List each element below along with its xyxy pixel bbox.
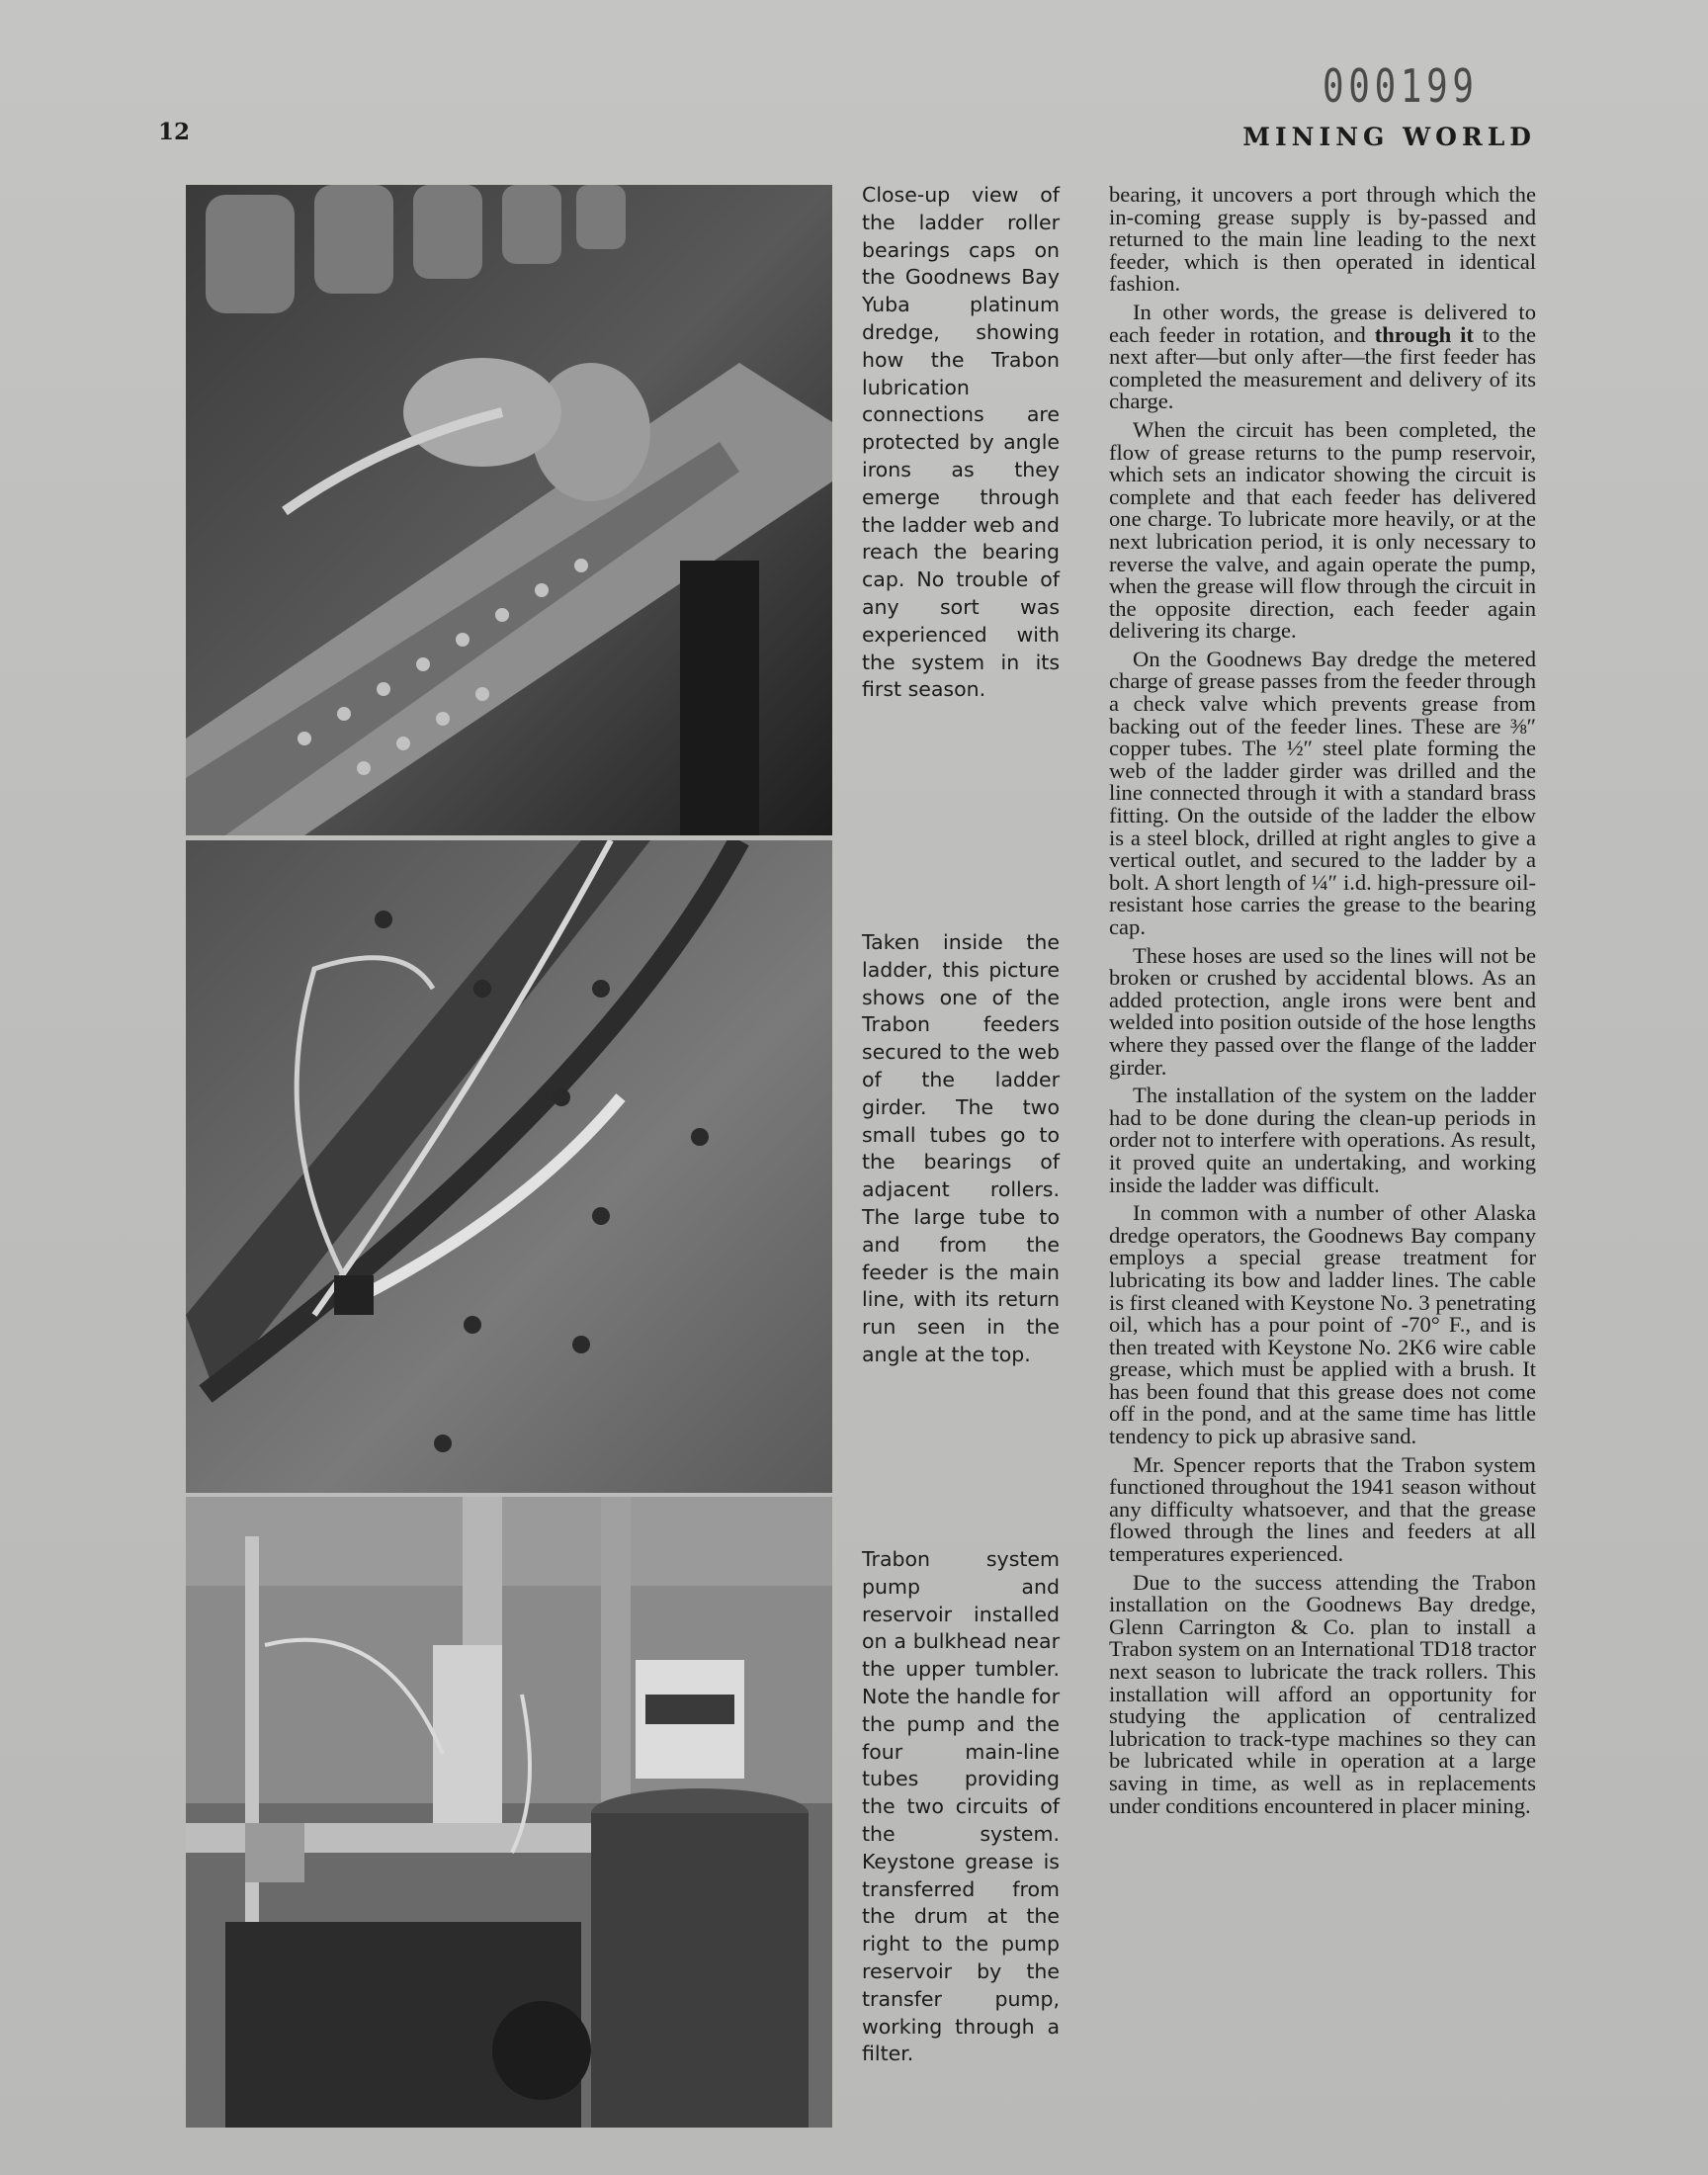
- article-paragraph: These hoses are used so the lines will not be broken or crushed by accidental blows. As an added protection, angle irons were bent and welded into position outside of the hose lengths where they passed over the flange of the ladder girder.: [1109, 942, 1536, 1080]
- photo-ladder-roller-bearings-image: [186, 185, 832, 835]
- article-text: In other words, the grease is delivered to each feeder in rotation, and: [1109, 299, 1536, 347]
- running-head: MINING WORLD: [1242, 123, 1536, 151]
- archive-stamp-number: 000199: [1323, 59, 1479, 113]
- article-text: to the next after—but only after—the first feeder has completed the measurement and delivery of its charge.: [1109, 321, 1536, 414]
- article-body: [1109, 184, 1536, 1823]
- photo-trabon-pump-image: [186, 1497, 832, 2128]
- article-paragraph: [1109, 299, 1536, 414]
- article-paragraph: On the Goodnews Bay dredge the metered charge of grease passes from the feeder through a check valve which prevents grease from backing out of the feeder lines. These are ⅜″ copper tubes. The ½″ steel plate forming the web of the ladder girder was drilled and the line connected through it with a standard brass fitting. On the outside of the ladder the elbow is a steel block, drilled at right angles to give a vertical outlet, and secured to the ladder by a bolt. A short length of ¼″ i.d. high-pressure oil-resistant hose carries the grease to the bearing cap.: [1109, 646, 1536, 939]
- article-paragraph: In common with a number of other Alaska dredge operators, the Goodnews Bay company employs a special grease treatment for lubricating its bow and ladder lines. The cable is first cleaned with Keystone No. 3 penetrating oil, which has a pour point of -70° F., and is then treated with Keystone No. 2K6 wire cable grease, which must be applied with a brush. It has been found that this grease does not come off in the pond, and at the same time has little tendency to pick up abrasive sand.: [1109, 1200, 1536, 1449]
- article-paragraph: When the circuit has been completed, the flow of grease returns to the pump reservoir, which sets an indicator showing the circuit is complete and that each feeder has delivered one charge. To lubricate more heavily, or at the next lubrication period, it is only necessary to reverse the valve, and again operate the pump, when the grease will flow through the circuit in the opposite direction, each feeder again delivering its charge.: [1109, 416, 1536, 644]
- photo-caption-2: Taken inside the ladder, this picture shows one of the Trabon feeders secured to the web of the ladder girder. The two small tubes go to the bearings of adjacent rollers. The large tube to and from the feeder is the main line, with its return run seen in the angle at the top.: [862, 930, 1060, 1366]
- article-paragraph: Mr. Spencer reports that the Trabon system functioned throughout the 1941 season without any difficulty whatsoever, and that the grease flowed through the lines and feeders at all temperatures experienced.: [1109, 1451, 1536, 1567]
- article-paragraph: The installation of the system on the ladder had to be done during the clean-up periods in order not to interfere with operations. As result, it proved quite an undertaking, and working inside the ladder was difficult.: [1109, 1083, 1536, 1197]
- page-number: 12: [158, 119, 191, 145]
- photo-trabon-pump-reservoir: [186, 1497, 832, 2128]
- article-emphasis: through it: [1374, 321, 1474, 347]
- photo-caption-1: Close-up view of the ladder roller bearings caps on the Goodnews Bay Yuba platinum dredge, showing how the Trabon lubrication connections are protected by angle irons as they emerge through the ladder web and reach the bearing cap. No trouble of any sort was experienced with the system in its first season.: [862, 183, 1060, 702]
- photo-trabon-feeder-inside-ladder: [186, 840, 832, 1493]
- photo-trabon-feeder-image: [186, 840, 832, 1493]
- article-paragraph: bearing, it uncovers a port through which the in-coming grease supply is by-passed and returned to the main line leading to the next feeder, which is then operated in identical fashion.: [1109, 182, 1536, 297]
- photo-caption-3: Trabon system pump and reservoir installed on a bulkhead near the upper tumbler. Note the handle for the pump and the four main-line tubes providing the two circuits of the system. Keystone grease is transferred from the drum at the right to the pump reservoir by the transfer pump, working through a filter.: [862, 1547, 1060, 2066]
- article-paragraph: Due to the success attending the Trabon installation on the Goodnews Bay dredge, Glenn Carrington & Co. plan to install a Trabon system on an International TD18 tractor next season to lubricate the track rollers. This installation will afford an opportunity for studying the application of centralized lubrication to track-type machines so they can be lubricated while in operation at a large saving in time, as well as in replacements under conditions encountered in placer mining.: [1109, 1569, 1536, 1818]
- photo-ladder-roller-bearings: [186, 185, 832, 835]
